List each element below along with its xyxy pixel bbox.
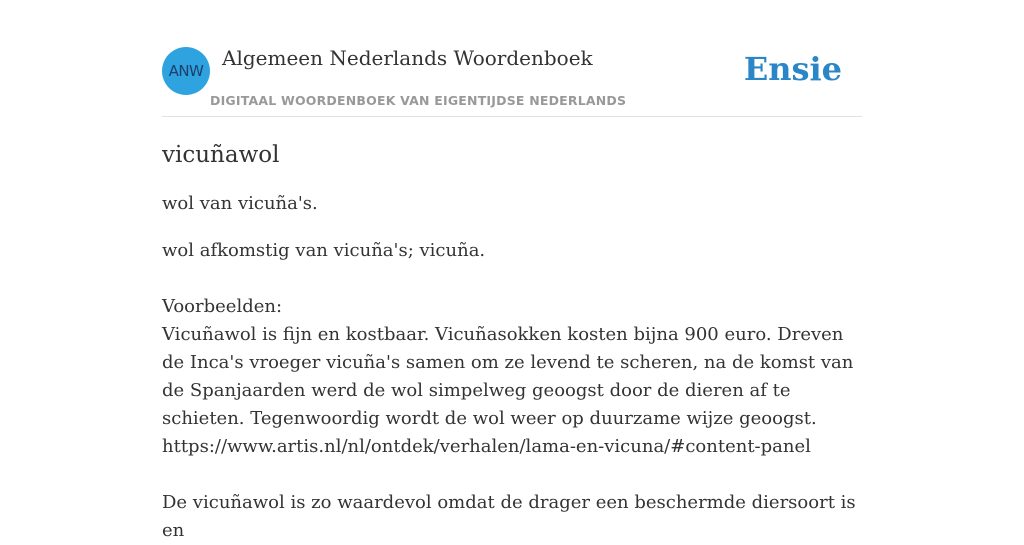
examples-section bbox=[162, 293, 862, 545]
site-subtitle: DIGITAAL WOORDENBOEK VAN EIGENTIJDSE NEDERLANDS bbox=[210, 93, 627, 108]
example-text: Vicuñawol is fijn en kostbaar. Vicuñasokken kosten bijna 900 euro. Dreven de Inca's vroeger vicuña's samen om ze levend te scheren, na de komst van de Spanjaarden werd de wol simpelweg geoogst door de dieren af te schieten. Tegenwoordig wordt de wol weer op duurzame wijze geoogst. bbox=[162, 324, 854, 429]
anw-logo[interactable]: ANW bbox=[162, 47, 210, 95]
example-source: https://www.artis.nl/nl/ontdek/verhalen/lama-en-vicuna/#content-panel bbox=[162, 436, 811, 457]
example-text-2: De vicuñawol is zo waardevol omdat de drager een beschermde diersoort is en bbox=[162, 492, 856, 541]
long-definition: wol afkomstig van vicuña's; vicuña. bbox=[162, 240, 486, 261]
examples-label: Voorbeelden: bbox=[162, 296, 283, 317]
headword: vicuñawol bbox=[162, 142, 280, 168]
example-spacer bbox=[162, 461, 862, 489]
ensie-brand-link[interactable]: Ensie bbox=[743, 50, 842, 88]
site-header bbox=[162, 0, 862, 117]
short-definition: wol van vicuña's. bbox=[162, 193, 318, 214]
site-title[interactable]: Algemeen Nederlands Woordenboek bbox=[222, 46, 593, 70]
entry-content bbox=[162, 140, 862, 545]
